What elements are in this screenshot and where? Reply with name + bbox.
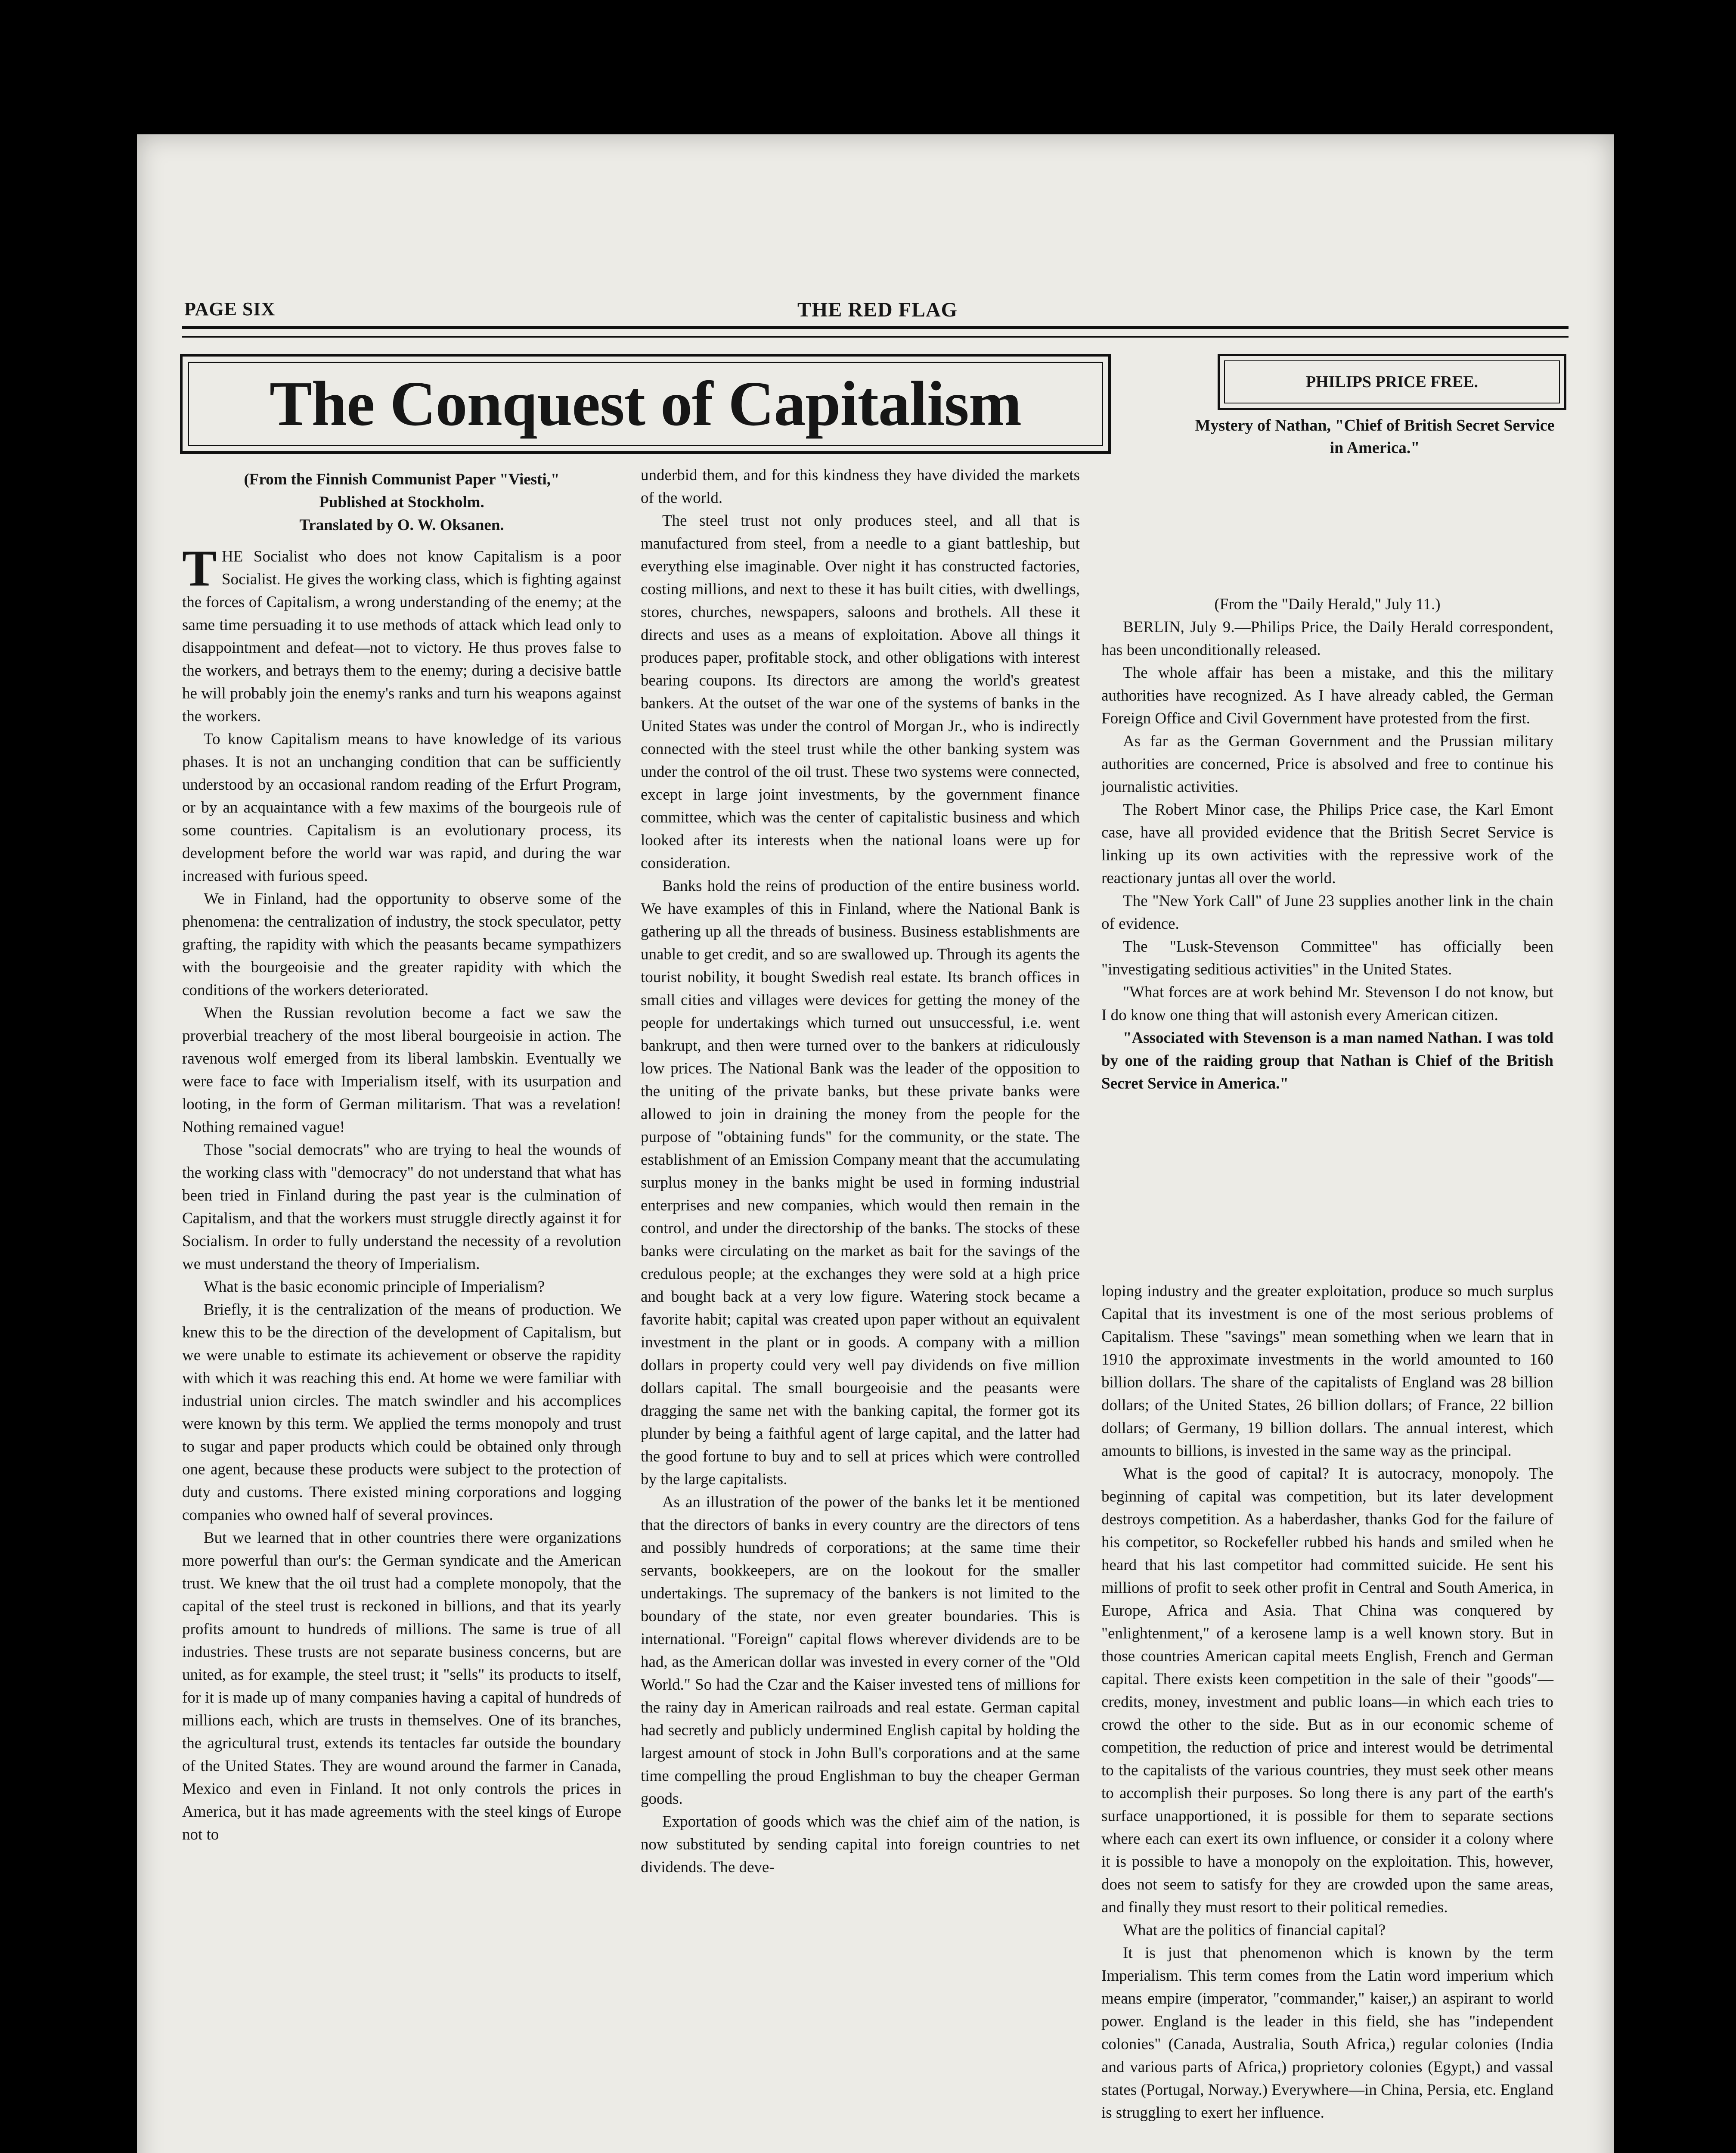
headline-frame <box>188 362 1103 446</box>
paragraph: What is the basic economic principle of Imperialism? <box>204 1278 545 1296</box>
paragraph: When the Russian revolution become a fact we saw the proverbial treachery of the most liberal bourgeoisie in action. The ravenous wolf emerged from its liberal lambskin. Eventually we were face to face with Imperialism itself, with its usurpation and looting, in the form of German militarism. That was a revelation! Nothing remained vague! <box>182 1004 621 1136</box>
paragraph-text: HE Socialist who does not know Capitalism is a poor Socialist. He gives the working class, which is fighting against the forces of Capitalism, a wrong understanding of the enemy; at the same time persuading it to use methods of attack which lead only to disappointment and defeat—not to victory. He thus proves false to the workers, and betrays them to the enemy; during a decisive battle he will probably join the enemy's ranks and turn his weapons against the workers. <box>182 548 621 725</box>
source-line: Published at Stockholm. <box>319 493 484 511</box>
article-column-1 <box>182 468 621 1846</box>
paragraph: BERLIN, July 9.—Philips Price, the Daily Herald correspondent, has been unconditionally released. <box>1101 618 1553 659</box>
paragraph: Briefly, it is the centralization of the means of production. We knew this to be the direction of the development of Capitalism, but we were unable to estimate its achievement or observe the rapidity with which it was reaching this end. At home we were familiar with industrial union circles. The match swindler and his accomplices were known by this term. We applied the terms monopoly and trust to sugar and paper products which could be obtained only through one agent, because these products were subject to the protection of duty and customs. There existed mining corporations and logging companies who owned half of several provinces. <box>182 1301 621 1524</box>
newspaper-page <box>137 134 1614 2153</box>
paragraph: As an illustration of the power of the banks let it be mentioned that the directors of banks in every country are the directors of tens and possibly hundreds of corporations; at the same time their servants, bookkeepers, are on the lookout for the smaller undertakings. The supremacy of the bankers is not limited to the boundary of the state, nor even greater boundaries. This is international. "Foreign" capital flows wherever dividends are to be had, as the American dollar was invested in every corner of the "Old World." So had the Czar and the Kaiser invested tens of millions for the rainy day in American railroads and real estate. German capital had secretly and publicly undermined English capital by holding the largest amount of stock in John Bull's corporations and at the same time compelling the proud Englishman to buy the cheaper German goods. <box>641 1493 1080 1808</box>
paragraph: Those "social democrats" who are trying to heal the wounds of the working class with "democracy" do not understand that what has been tried in Finland during the past year is the culmination of Capitalism, and that the workers must struggle directly against it for Socialism. In order to fully understand the necessity of a revolution we must understand the theory of Imperialism. <box>182 1141 621 1273</box>
article-headline: The Conquest of Capitalism <box>269 369 1022 439</box>
header-rule <box>182 326 1569 338</box>
side-article-column <box>1101 593 1553 1095</box>
paragraph: Exportation of goods which was the chief aim of the nation, is now substituted by sending capital into foreign countries to net dividends. The deve- <box>641 1813 1080 1876</box>
article-column-2 <box>641 464 1080 1879</box>
side-article-title-box <box>1218 354 1566 410</box>
article-column-3 <box>1101 1280 1553 2124</box>
page-number: PAGE SIX <box>184 298 276 320</box>
source-line: (From the Finnish Communist Paper "Viesti," <box>244 471 560 488</box>
paragraph: The "Lusk-Stevenson Committee" has officially been "investigating seditious activities" in the United States. <box>1101 938 1553 978</box>
paragraph: To know Capitalism means to have knowledge of its various phases. It is not an unchanging condition that can be sufficiently understood by an occasional random reading of the Erfurt Program, or by an acquaintance with a few maxims of the bourgeois rule of some countries. Capitalism is an evolutionary process, its development before the world war was rapid, and during the war increased with furious speed. <box>182 730 621 885</box>
translator-credit: Translated by O. W. Oksanen. <box>299 516 504 534</box>
paragraph: Banks hold the reins of production of the entire business world. We have examples of this in Finland, where the National Bank is gathering up all the threads of business. Business establishments are unable to get credit, and so are swallowed up. Through its agents the tourist nobility, it bought Swedish real estate. Its branch offices in small cities and villages were devices for getting the money of the people for undertakings which turned out unsuccessful, i.e. went bankrupt, and then were turned over to the bankers at ridiculously low prices. The National Bank was the leader of the opposition to the uniting of the private banks, but these private banks were allowed to join in draining the money from the people for the purpose of "obtaining funds" for the community, or the state. The establishment of an Emission Company meant that the accumulating surplus money in the banks might be used in forming industrial enterprises and new companies, which would then remain in the control, and under the directorship of the banks. The stocks of these banks were circulating on the market as bait for the savings of the credulous people; at the exchanges they were sold at a high price and bought back at a very low figure. Watering stock became a favorite habit; capital was created upon paper without an equivalent investment in the plant or in goods. A company with a million dollars in property could very well pay dividends on five million dollars capital. The small bourgeoisie and the peasants were dragging the same net with the banking capital, the former got its plunder by being a faithful agent of large capital, and the latter had the good fortune to buy and to sell at prices which were controlled by the large capitalists. <box>641 877 1080 1488</box>
paragraph: "What forces are at work behind Mr. Stevenson I do not know, but I do know one thing that will astonish every American citizen. <box>1101 983 1553 1024</box>
paragraph: underbid them, and for this kindness they have divided the markets of the world. <box>641 466 1080 507</box>
headline-box <box>180 354 1111 454</box>
paragraph <box>182 540 621 728</box>
paragraph: The "New York Call" of June 23 supplies another link in the chain of evidence. <box>1101 892 1553 933</box>
paragraph: loping industry and the greater exploitation, produce so much surplus Capital that its investment is one of the most serious problems of Capitalism. These "savings" mean something when we learn that in 1910 the approximate investments in the world amounted to 160 billion dollars. The share of the capitalists of England was 28 billion dollars; of the United States, 26 billion dollars; of France, 22 billion dollars; of Germany, 19 billion dollars. The annual interest, which amounts to billions, is invested in the same way as the principal. <box>1101 1282 1553 1460</box>
side-article-subhead: Mystery of Nathan, "Chief of British Secret Service in America." <box>1195 416 1555 457</box>
masthead-running-title: THE RED FLAG <box>797 298 958 321</box>
paragraph: The Robert Minor case, the Philips Price case, the Karl Emont case, have all provided evidence that the British Secret Service is linking up its own activities with the repressive work of the reactionary juntas all over the world. <box>1101 801 1553 887</box>
paragraph: But we learned that in other countries there were organizations more powerful than our's: the German syndicate and the American trust. We knew that the oil trust had a complete monopoly, that the capital of the steel trust is reckoned in billions, and that its yearly profits amount to hundreds of millions. The same is true of all industries. These trusts are not separate business concerns, but are united, as for example, the steel trust; it "sells" its products to itself, for it is made up of many companies having a capital of hundreds of millions each, which are trusts in themselves. One of its branches, the agricultural trust, extends its tentacles far outside the boundary of the United States. They are wound around the farmer in Canada, Mexico and even in Finland. It not only controls the prices in America, but it has made agreements with the steel kings of Europe not to <box>182 1529 621 1843</box>
side-article-title: PHILIPS PRICE FREE. <box>1224 360 1560 403</box>
paragraph: It is just that phenomenon which is known by the term Imperialism. This term comes from the Latin word imperium which means empire (imperator, "commander," kaiser,) an aspirant to world power. England is the leader in this field, she has "independent colonies" (Canada, Australia, South Africa,) regular colonies (India and various parts of Africa,) proprietory colonies (Egypt,) and vassal states (Portugal, Norway.) Everywhere—in China, Persia, etc. England is struggling to exert her influence. <box>1101 1944 1553 2122</box>
paragraph: The steel trust not only produces steel, and all that is manufactured from steel, from a needle to a giant battleship, but everything else imaginable. Over night it has constructed factories, costing millions, and next to these it has built cities, with dwellings, stores, churches, newspapers, saloons and brothels. All these it directs and uses as a means of exploitation. Above all things it produces paper, profitable stock, and other obligations with interest bearing coupons. Its directors are among the world's greatest bankers. At the outset of the war one of the systems of banks in the United States was under the control of Morgan Jr., who is indirectly connected with the steel trust while the other banking system was under the control of the oil trust. These two systems were connected, except in large joint investments, by the government finance committee, which was the center of capitalistic business and which looked after its interests when the national loans were up for consideration. <box>641 512 1080 872</box>
bold-paragraph: "Associated with Stevenson is a man named Nathan. I was told by one of the raiding group that Nathan is Chief of the British Secret Service in America." <box>1101 1029 1553 1092</box>
paragraph: We in Finland, had the opportunity to observe some of the phenomena: the centralization of industry, the stock speculator, petty grafting, the rapidity with which the peasants became sympathizers with the bourgeoisie and the greater rapidity with which the conditions of the workers deteriorated. <box>182 890 621 999</box>
paragraph: What is the good of capital? It is autocracy, monopoly. The beginning of capital was competition, but its later development destroys competition. As a haberdasher, thanks God for the failure of his competitor, so Rockefeller rubbed his hands and smiled when he heard that his last competitor had committed suicide. He sent his millions of profit to seek other profit in Central and South America, in Europe, Africa and Asia. That China was conquered by "enlightenment," of a kerosene lamp is a well known story. But in those countries American capital meets English, French and German capital. There exists keen competition in the sale of their "goods"—credits, money, investment and public loans—in which each tries to crowd the other to the side. But as in our economic scheme of competition, the reduction of price and interest would be detrimental to the capitalists of the various countries, they must seek other means to accomplish their purposes. So long there is any part of the earth's surface unapportioned, it is possible for them to separate sections where each can exert its own influence, or consider it a colony where it is possible to have a monopoly on the exploitation. This, however, does not seem to satisfy for they are crowded upon the same areas, and finally they must resort to their political remedies. <box>1101 1465 1553 1916</box>
paragraph: What are the politics of financial capital? <box>1123 1921 1386 1939</box>
paragraph: The whole affair has been a mistake, and this the military authorities have recognized. As I have already cabled, the German Foreign Office and Civil Government have protested from the first. <box>1101 664 1553 727</box>
side-article-source: (From the "Daily Herald," July 11.) <box>1214 596 1441 613</box>
paragraph: As far as the German Government and the Prussian military authorities are concerned, Price is absolved and free to continue his journalistic activities. <box>1101 732 1553 796</box>
drop-cap: T <box>182 540 217 597</box>
